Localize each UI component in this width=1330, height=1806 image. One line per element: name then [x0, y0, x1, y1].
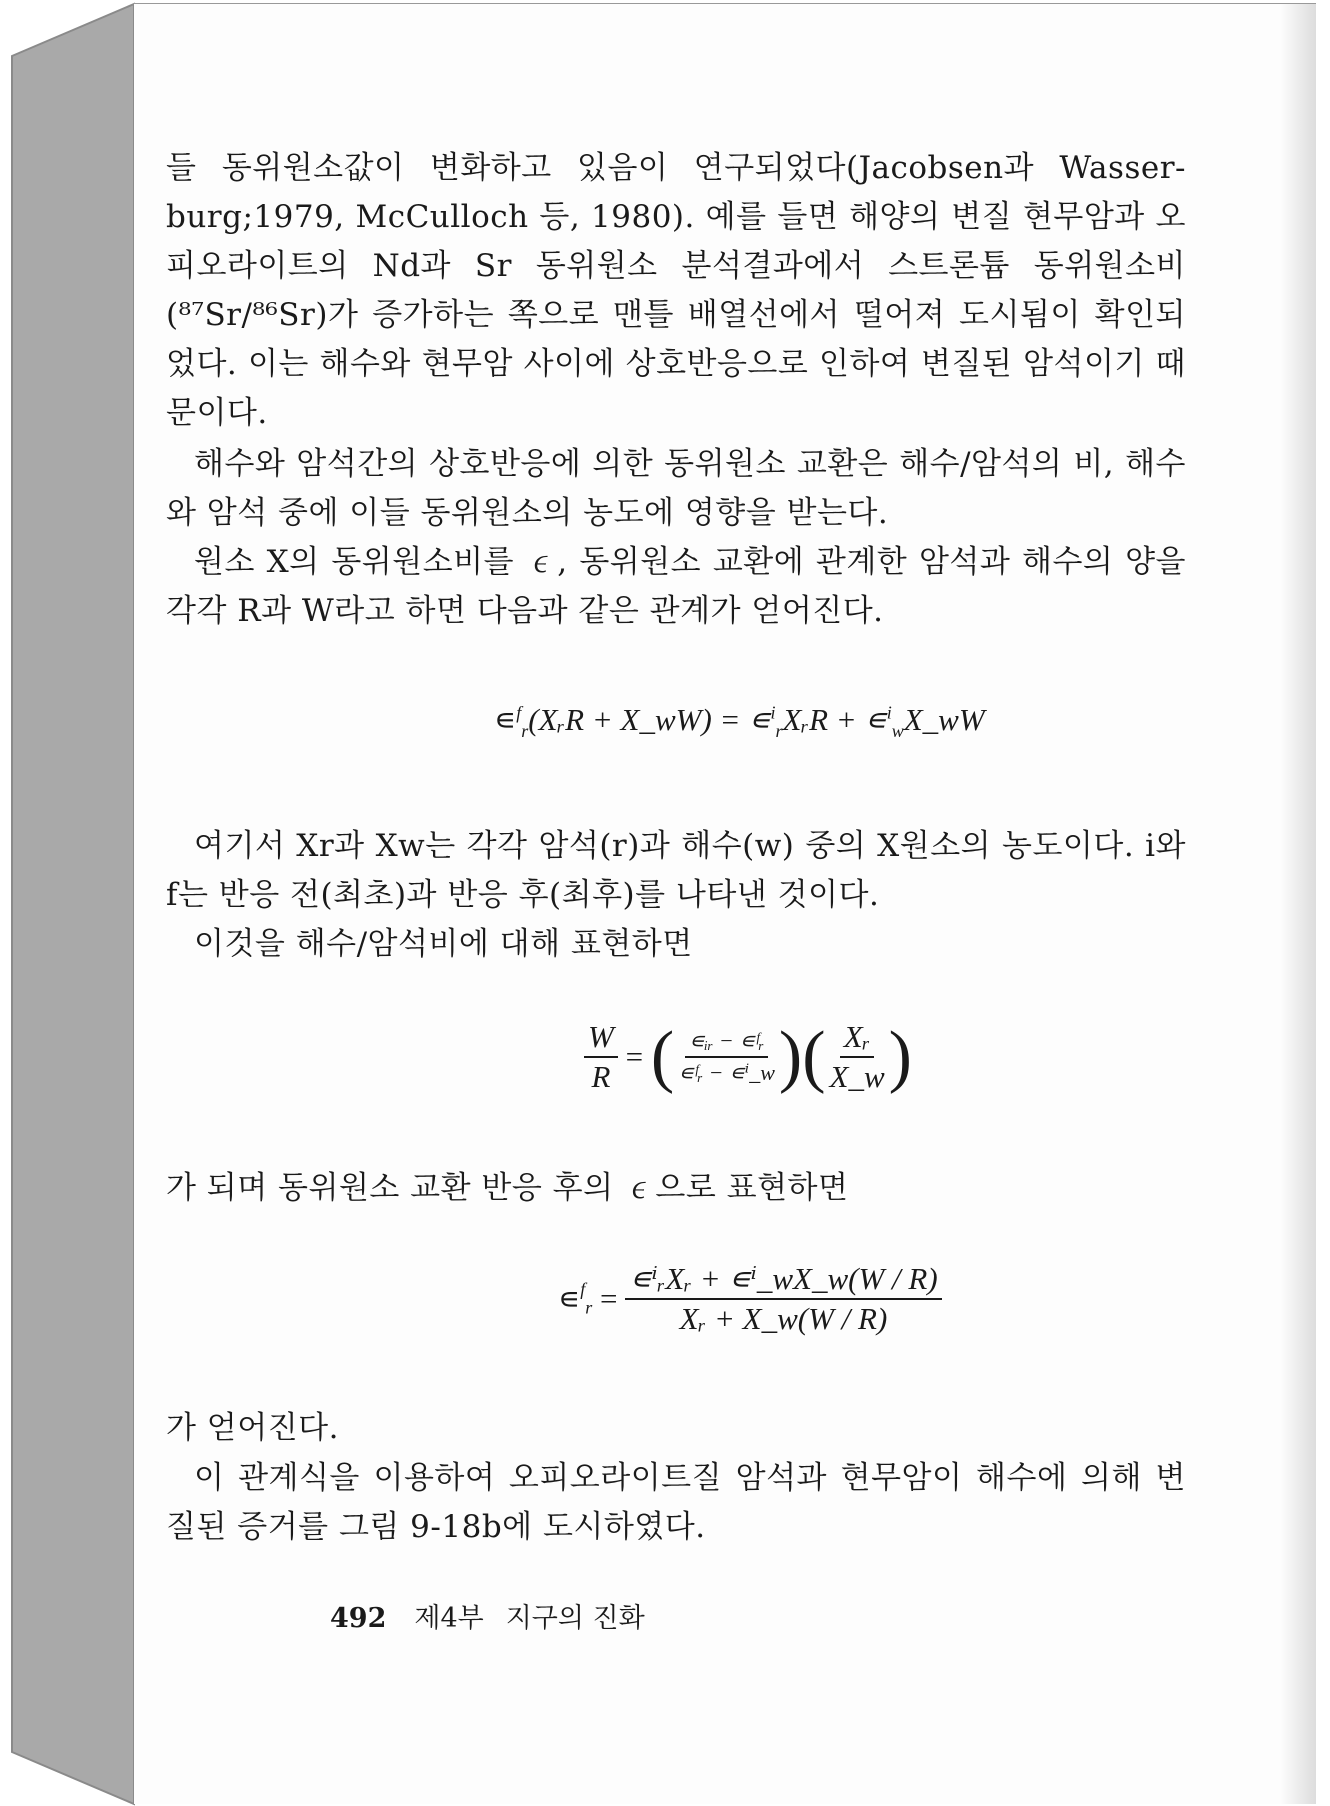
page-footer [330, 1596, 667, 1635]
eq3-fraction: $\frac{\text{∊ⁱᵣXᵣ + ∊ⁱ\_wX\_w(W / R)}}{\text{Xᵣ + X\_w(W / R)}}$ [625, 1262, 941, 1336]
equation-3: ∊$^f_r$ = $\frac{\text{∊ⁱᵣXᵣ + ∊ⁱ\_wX\_w(W / R)}}{\text{Xᵣ + X\_w(W / R)}}$ [558, 1262, 942, 1336]
paragraph-2: 해수와 암석간의 상호반응에 의한 동위원소 교환은 해수/암석의 비, 해수와 암석 중에 이들 동위원소의 농도에 영향을 받는다. [166, 446, 1186, 531]
paragraph-5: 이것을 해수/암석비에 대해 표현하면 [194, 926, 693, 962]
eq2-lhs-fraction: $\frac{W}{R}$ [584, 1020, 618, 1094]
page-number: 492 [330, 1603, 387, 1634]
equation-2: $\frac{W}{R}$ = ( $\frac{\text{∊ᵢᵣ − ∊ᶠᵣ}}{\text{∊ᶠᵣ − ∊ⁱ\_w}}$ )( $\frac{\text{Xᵣ}}{X\_w}$ ) [584, 1020, 912, 1094]
paragraph-1: 들 동위원소값이 변화하고 있음이 연구되었다(Jacobsen과 Wasser-burg;1979, McCulloch 등, 1980). 예를 들면 해양의 변질 현무암과 오피오라이트의 Nd과 Sr 동위원소 분석결과에서 스트론튬 동위원소비 (⁸⁷Sr/⁸⁶Sr)가 증가하는 쪽으로 맨틀 배열선에서 떨어져 도시됨이 확인되었다. 이는 해수와 현무암 사이에 상호반응으로 인하여 변질된 암석이기 때문이다. [166, 150, 1186, 431]
eq1-middle: XᵣR + ∊ [782, 702, 887, 737]
footer-part: 제4부 [414, 1603, 484, 1634]
page-edge-shadow [1280, 4, 1316, 1804]
eq1-end: X_wW [903, 702, 985, 737]
paragraph-7: 가 얻어진다. [166, 1410, 339, 1446]
eq2-epsilon-fraction: $\frac{\text{∊ᵢᵣ − ∊ᶠᵣ}}{\text{∊ᶠᵣ − ∊ⁱ\_w}}$ [678, 1028, 775, 1085]
paragraph-8: 이 관계식을 이용하여 오피오라이트질 암석과 현무암이 해수에 의해 변질된 증거를 그림 9-18b에 도시하였다. [166, 1460, 1186, 1545]
equation-1: ∊$^f_r$(XᵣR + X_wW) = ∊$^i_r$XᵣR + ∊$^i_w$X_wW [494, 702, 985, 742]
eq1-epsilon: ∊ [494, 702, 517, 737]
eq2-concentration-fraction: $\frac{\text{Xᵣ}}{X\_w}$ [829, 1019, 885, 1094]
footer-title: 지구의 진화 [505, 1603, 645, 1634]
paragraph-4: 여기서 Xr과 Xw는 각각 암석(r)과 해수(w) 중의 X원소의 농도이다. i와 f는 반응 전(최초)과 반응 후(최후)를 나타낸 것이다. [166, 828, 1186, 913]
eq1-body: (XᵣR + X_wW) = ∊ [528, 702, 771, 737]
paragraph-6: 가 되며 동위원소 교환 반응 후의 ∊으로 표현하면 [166, 1170, 849, 1206]
paragraph-3: 원소 X의 동위원소비를 ∊, 동위원소 교환에 관계한 암석과 해수의 양을 각각 R과 W라고 하면 다음과 같은 관계가 얻어진다. [166, 544, 1186, 629]
